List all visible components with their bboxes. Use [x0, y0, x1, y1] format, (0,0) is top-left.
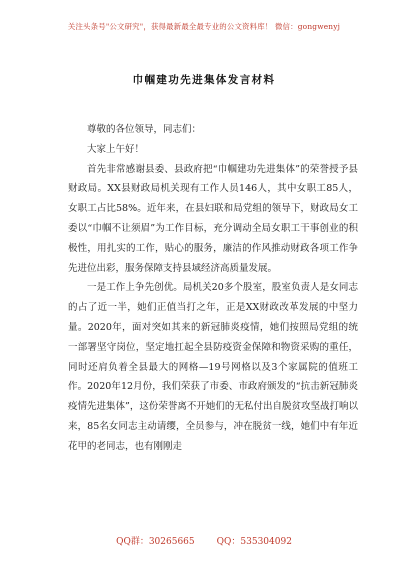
document-body [68, 120, 358, 457]
paragraph-work-excellence: 一是工作上争先创优。局机关20多个股室，股室负责人是女同志的占了近一半，她们正值当打之年，正是XX财政改革发展的中坚力量。2020年，面对突如其来的新冠肺炎疫情，她们按照局党组的统一部署坚守岗位，坚定地扛起全县防疫资金保障和物资采购的重任，同时还肩负着全县最大的网格—19号网格以及3个家属院的值班工作。2020年12月份，我们荣获了市委、市政府颁发的“抗击新冠肺炎疫情先进集体”，这份荣誉离不开她们的无私付出自脱贫攻坚战打响以来，85名女同志主动请缨，全员参与，冲在脱贫一线，她们中有年近花甲的老同志，也有刚刚走 [68, 282, 358, 452]
footer-qq-group: QQ群：30265665 [116, 537, 195, 547]
greeting: 大家上午好！ [87, 143, 145, 155]
salutation: 尊敬的各位领导，同志们： [87, 124, 202, 135]
document-title: 巾帼建功先进集体发言材料 [132, 74, 276, 86]
paragraph-intro: 首先非常感谢县委、县政府把“巾帼建功先进集体”的荣誉授予县财政局。XX县财政局机关现有工作人员146人，其中女职工85人，女职工占比58%。近年来，在县妇联和局党组的领导下，财政局女工委以“巾帼不让须眉”为工作目标，充分调动全局女职工干事创业的积极性，用扎实的工作，贴心的服务，廉洁的作风推动财政各项工作争先进位出彩，服务保障支持县域经济高质量发展。 [68, 163, 358, 274]
header-promo-note: 关注头条号"公文研究"，获得最新最全最专业的公文资料库！ 微信：gongwenyj [67, 22, 341, 31]
footer-qq-number: QQ：535304092 [216, 537, 292, 547]
footer-contact [0, 534, 408, 547]
